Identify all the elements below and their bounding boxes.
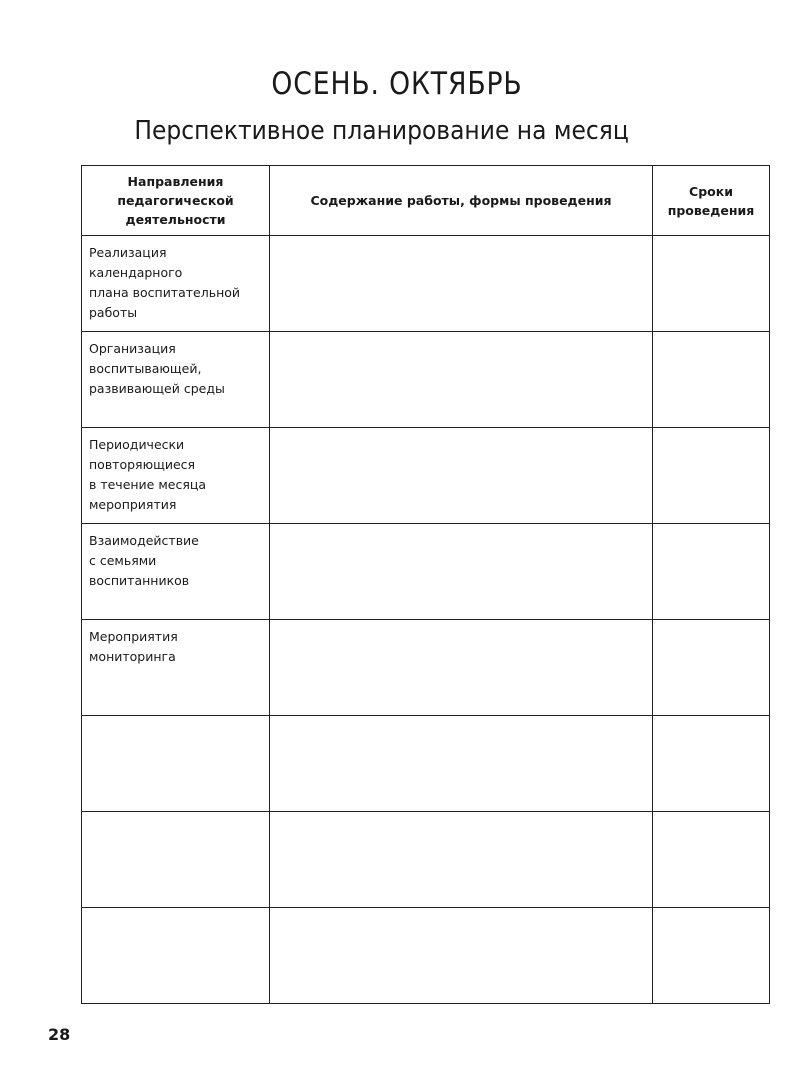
header-directions: Направления педагогической деятельности [82,166,270,236]
direction-label: Организация воспитывающей, развивающей среды [89,341,225,396]
table-row [82,908,770,1004]
content-cell[interactable] [270,332,653,428]
direction-label: Взаимодействие с семьями воспитанников [89,533,199,588]
direction-label: Периодически повторяющиеся в течение месяца мероприятия [89,437,207,512]
table-row [82,620,770,716]
content-cell[interactable] [270,620,653,716]
page-subtitle: Перспективное планирование на месяц [134,116,629,146]
table-row [82,716,770,812]
direction-cell [82,332,270,428]
dates-cell[interactable] [653,812,770,908]
dates-cell[interactable] [653,908,770,1004]
header-dates: Сроки проведения [653,166,770,236]
dates-cell[interactable] [653,716,770,812]
page-number: 28 [48,1025,71,1044]
direction-cell[interactable] [82,908,270,1004]
table-row [82,524,770,620]
direction-label: Мероприятия мониторинга [89,629,178,664]
content-cell[interactable] [270,428,653,524]
header-content: Содержание работы, формы проведения [270,166,653,236]
direction-cell [82,524,270,620]
content-cell[interactable] [270,236,653,332]
direction-cell [82,428,270,524]
dates-cell[interactable] [653,428,770,524]
table-row [82,812,770,908]
direction-cell [82,236,270,332]
content-cell[interactable] [270,716,653,812]
content-cell[interactable] [270,812,653,908]
dates-cell[interactable] [653,236,770,332]
table-header-row [82,166,770,236]
dates-cell[interactable] [653,620,770,716]
table-row [82,428,770,524]
direction-label: Реализация календарного плана воспитательной работы [89,245,241,320]
table-row [82,332,770,428]
table-row [82,236,770,332]
planning-table [81,165,770,1004]
dates-cell[interactable] [653,332,770,428]
direction-cell[interactable] [82,812,270,908]
content-cell[interactable] [270,908,653,1004]
direction-cell [82,620,270,716]
direction-cell[interactable] [82,716,270,812]
content-cell[interactable] [270,524,653,620]
dates-cell[interactable] [653,524,770,620]
page-title: ОСЕНЬ. ОКТЯБРЬ [271,66,523,102]
